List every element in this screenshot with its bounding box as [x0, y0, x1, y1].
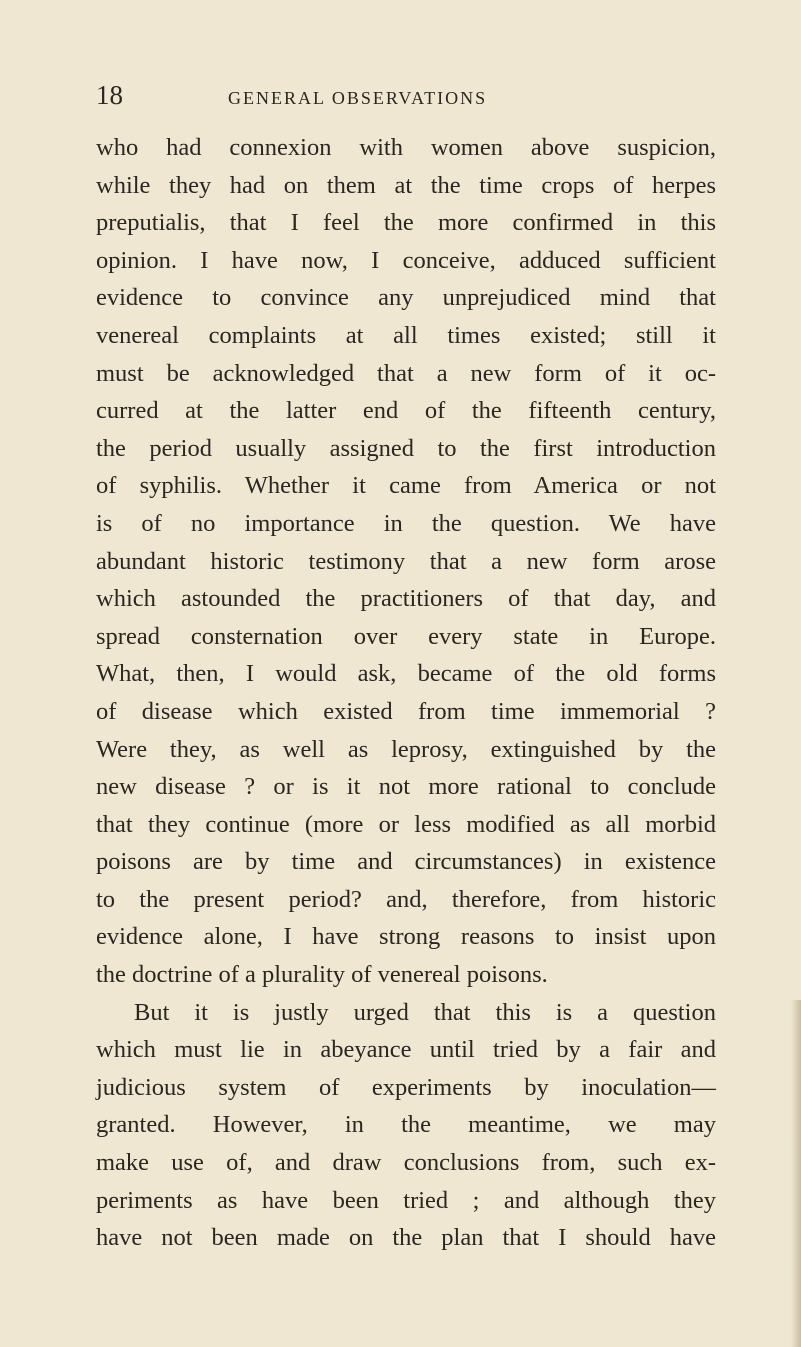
text-line: poisons are by time and circumstances) in existence	[96, 848, 716, 876]
text-line: of disease which existed from time immemorial ?	[96, 697, 716, 725]
text-line: which astounded the practitioners of that day, and	[96, 585, 716, 613]
text-line: must be acknowledged that a new form of it oc-	[96, 359, 716, 387]
text-line-paragraph-start: But it is justly urged that this is a question	[134, 998, 716, 1026]
text-line: while they had on them at the time crops of herpes	[96, 171, 716, 199]
text-line: have not been made on the plan that I should have	[96, 1224, 716, 1252]
text-line: which must lie in abeyance until tried by a fair and	[96, 1036, 716, 1064]
text-line: spread consternation over every state in Europe.	[96, 622, 716, 650]
body-text	[96, 129, 716, 1257]
page-edge-shadow	[791, 1000, 801, 1347]
running-head: GENERAL OBSERVATIONS	[228, 88, 488, 108]
text-line: the period usually assigned to the first introduction	[96, 434, 716, 462]
text-line: What, then, I would ask, became of the old forms	[96, 660, 716, 688]
page-number: 18	[96, 80, 123, 110]
text-line: preputialis, that I feel the more confirmed in this	[96, 209, 716, 237]
page-header	[0, 78, 801, 118]
text-line: granted. However, in the meantime, we may	[96, 1111, 716, 1139]
text-line: abundant historic testimony that a new form arose	[96, 547, 716, 575]
text-line-paragraph-end: the doctrine of a plurality of venereal poisons.	[96, 961, 548, 989]
text-line: judicious system of experiments by inoculation—	[96, 1073, 716, 1101]
text-line: who had connexion with women above suspicion,	[96, 134, 716, 161]
text-line: Were they, as well as leprosy, extinguished by the	[96, 735, 716, 763]
text-line: evidence alone, I have strong reasons to insist upon	[96, 923, 716, 951]
text-line: venereal complaints at all times existed; still it	[96, 321, 716, 349]
text-line: evidence to convince any unprejudiced mind that	[96, 284, 716, 312]
text-line: opinion. I have now, I conceive, adduced sufficient	[96, 246, 716, 274]
text-line: curred at the latter end of the fifteenth century,	[96, 397, 716, 425]
text-line: periments as have been tried ; and although they	[96, 1186, 716, 1214]
text-line: is of no importance in the question. We have	[96, 509, 716, 537]
text-line: of syphilis. Whether it came from America or not	[96, 472, 716, 500]
text-line: make use of, and draw conclusions from, such ex-	[96, 1149, 716, 1177]
text-line: that they continue (more or less modified as all morbid	[96, 810, 716, 838]
text-line: new disease ? or is it not more rational to conclude	[96, 773, 716, 801]
text-line: to the present period? and, therefore, from historic	[96, 885, 716, 913]
